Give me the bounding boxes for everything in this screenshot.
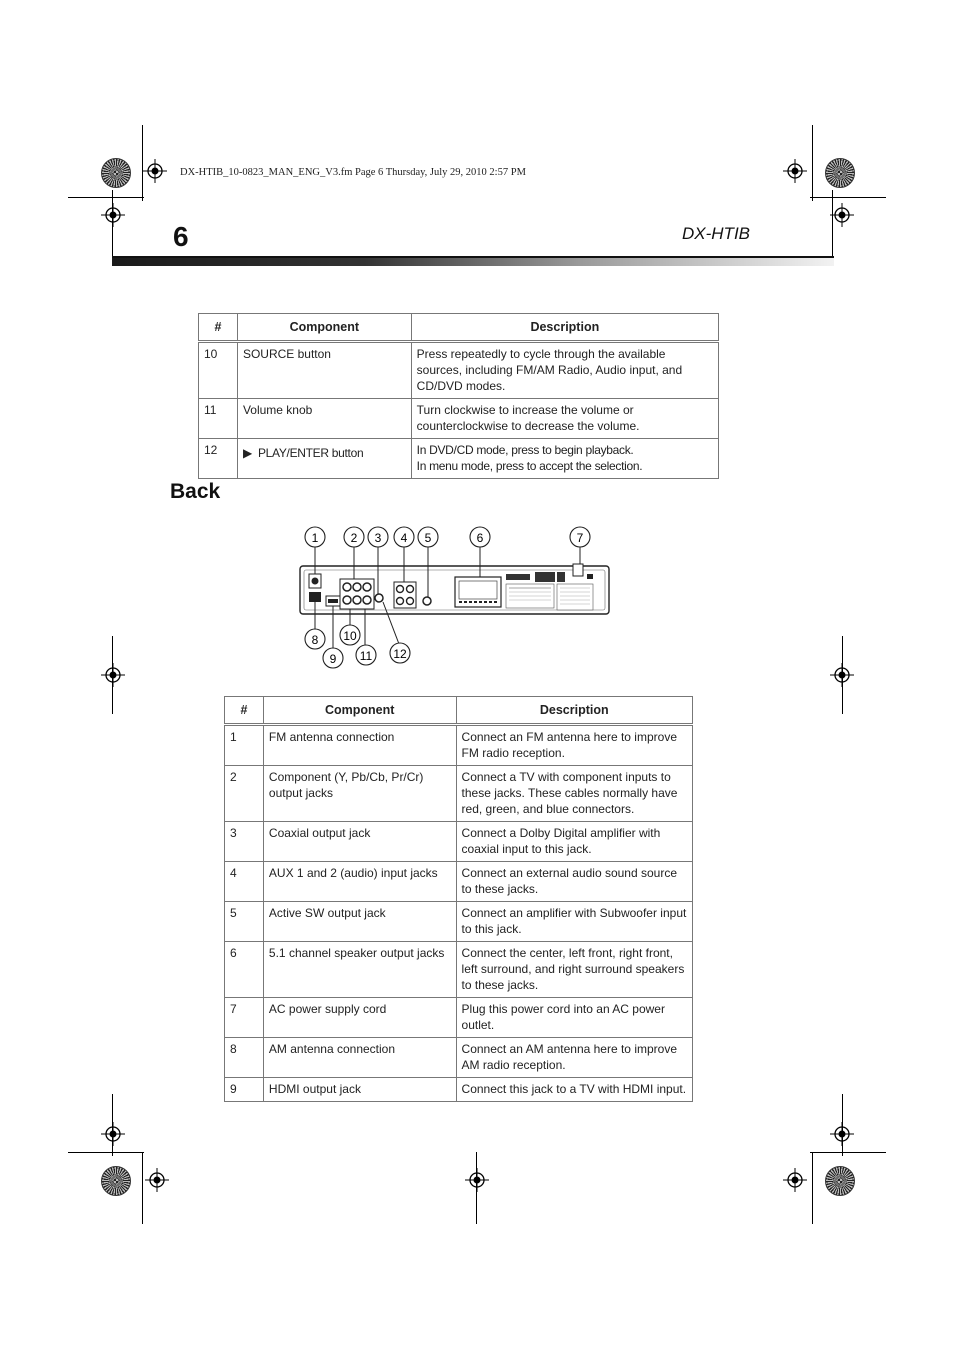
row-component-cell [237, 439, 411, 479]
callout-6: 6 [476, 531, 484, 545]
column-header-component: Component [237, 314, 411, 342]
label-sticker [506, 574, 530, 580]
table-row [199, 439, 719, 479]
registration-target-icon [143, 159, 167, 183]
column-header-description: Description [456, 697, 692, 725]
row-number: 4 [225, 862, 264, 902]
table-row [225, 822, 693, 862]
row-number: 1 [225, 725, 264, 766]
row-description: Plug this power cord into an AC power outlet. [456, 998, 692, 1038]
am-antenna-jack [309, 592, 321, 602]
table-row [225, 1038, 693, 1078]
registration-target-icon [830, 203, 854, 227]
row-number: 9 [225, 1078, 264, 1102]
row-number: 8 [225, 1038, 264, 1078]
callout-9: 9 [329, 652, 337, 666]
callout-3: 3 [374, 531, 382, 545]
callout-7: 7 [576, 531, 584, 545]
row-component: SOURCE button [237, 342, 411, 399]
row-description: Connect the center, left front, right front, left surround, and right surround speakers to these jacks. [456, 942, 692, 998]
row-component: Volume knob [237, 399, 411, 439]
color-wheel-icon [101, 158, 131, 188]
row-description: Connect a TV with component inputs to these jacks. These cables normally have red, green, and blue connectors. [456, 766, 692, 822]
column-header-number: # [199, 314, 238, 342]
row-component: FM antenna connection [263, 725, 456, 766]
row-number: 11 [199, 399, 238, 439]
row-component: PLAY/ENTER button [257, 446, 364, 460]
front-panel-table [198, 313, 719, 479]
row-description: Connect an amplifier with Subwoofer input to this jack. [456, 902, 692, 942]
row-component: AC power supply cord [263, 998, 456, 1038]
row-description-cell [411, 439, 718, 479]
table-row [225, 766, 693, 822]
registration-target-icon [101, 203, 125, 227]
row-number: 5 [225, 902, 264, 942]
rear-panel-diagram [295, 522, 625, 670]
callout-2: 2 [350, 531, 358, 545]
table-row [225, 1078, 693, 1102]
table-row [199, 399, 719, 439]
row-number: 7 [225, 998, 264, 1038]
row-component: Coaxial output jack [263, 822, 456, 862]
model-name: DX-HTIB [682, 224, 750, 243]
callout-11: 11 [359, 649, 373, 663]
row-description-line: In DVD/CD mode, press to begin playback. [416, 443, 634, 457]
row-number: 10 [199, 342, 238, 399]
registration-target-icon [101, 663, 125, 687]
callout-8: 8 [311, 633, 319, 647]
header-rule [112, 256, 834, 258]
row-component: Active SW output jack [263, 902, 456, 942]
registration-target-icon [830, 1122, 854, 1146]
row-description: Connect an external audio sound source to these jacks. [456, 862, 692, 902]
callout-1: 1 [311, 531, 319, 545]
row-number: 6 [225, 942, 264, 998]
registration-target-icon [783, 159, 807, 183]
registration-target-icon [101, 1122, 125, 1146]
registration-target-icon [783, 1168, 807, 1192]
column-header-description: Description [411, 314, 718, 342]
table-row [225, 725, 693, 766]
row-description-line: In menu mode, press to accept the selection. [416, 459, 643, 473]
color-wheel-icon [825, 1166, 855, 1196]
callout-5: 5 [424, 531, 432, 545]
section-title: Back [170, 480, 221, 503]
table-row [199, 342, 719, 399]
power-cord [573, 564, 583, 576]
row-description: Connect an AM antenna here to improve AM radio reception. [456, 1038, 692, 1078]
registration-target-icon [830, 663, 854, 687]
row-component: Component (Y, Pb/Cb, Pr/Cr) output jacks [263, 766, 456, 822]
row-description: Connect this jack to a TV with HDMI input. [456, 1078, 692, 1102]
registration-target-icon [465, 1168, 489, 1192]
row-number: 12 [199, 439, 238, 479]
row-number: 3 [225, 822, 264, 862]
table-header-row [199, 314, 719, 342]
row-description: Press repeatedly to cycle through the available sources, including FM/AM Radio, Audio input, and CD/DVD modes. [411, 342, 718, 399]
row-description: Turn clockwise to increase the volume or counterclockwise to decrease the volume. [411, 399, 718, 439]
table-header-row [225, 697, 693, 725]
page-number: 6 [173, 221, 189, 252]
callout-12: 12 [393, 647, 407, 661]
back-panel-table [224, 696, 693, 1102]
registration-target-icon [145, 1168, 169, 1192]
column-header-component: Component [263, 697, 456, 725]
play-triangle-icon: ▶ [242, 446, 258, 460]
row-component: 5.1 channel speaker output jacks [263, 942, 456, 998]
row-description: Connect an FM antenna here to improve FM radio reception. [456, 725, 692, 766]
table-row [225, 902, 693, 942]
certification-logo [535, 572, 555, 582]
column-header-number: # [225, 697, 264, 725]
row-component: AM antenna connection [263, 1038, 456, 1078]
table-row [225, 942, 693, 998]
row-number: 2 [225, 766, 264, 822]
row-component: HDMI output jack [263, 1078, 456, 1102]
color-wheel-icon [825, 158, 855, 188]
color-wheel-icon [101, 1166, 131, 1196]
table-row [225, 998, 693, 1038]
row-description: Connect a Dolby Digital amplifier with coaxial input to this jack. [456, 822, 692, 862]
file-slug: DX-HTIB_10-0823_MAN_ENG_V3.fm Page 6 Thursday, July 29, 2010 2:57 PM [180, 167, 526, 178]
callout-4: 4 [400, 531, 408, 545]
table-row [225, 862, 693, 902]
row-component: AUX 1 and 2 (audio) input jacks [263, 862, 456, 902]
callout-10: 10 [343, 629, 357, 643]
